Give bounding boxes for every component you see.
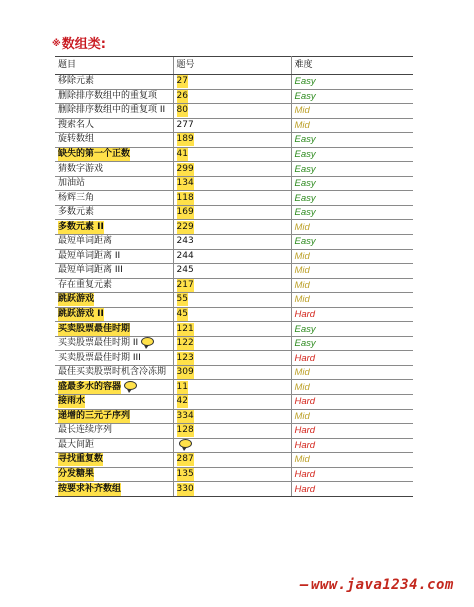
comment-bubble-icon[interactable] [141,337,154,346]
difficulty-cell [291,322,413,337]
problem-number-cell [173,482,291,497]
problem-number: 123 [176,352,194,363]
problem-number: 309 [176,367,194,378]
difficulty-cell [291,482,413,497]
difficulty-label: Hard [294,439,316,451]
problem-title-cell [55,482,173,497]
problem-title: 多数元素 [58,207,95,218]
problem-number: 245 [176,265,194,276]
table-header-row [55,57,413,75]
problem-number-cell [173,438,291,453]
problem-title-cell [55,336,173,351]
problem-number: 55 [176,294,188,305]
problem-title: 猜数字游戏 [58,163,104,174]
difficulty-cell [291,380,413,395]
problem-number: 122 [176,338,194,349]
difficulty-cell [291,453,413,468]
problem-title: 最大间距 [58,439,95,450]
problem-number-cell [173,351,291,366]
problem-number-cell [173,278,291,293]
difficulty-label: Mid [294,119,310,131]
problem-number: 121 [176,323,194,334]
difficulty-label: Mid [294,454,310,466]
problem-title-cell [55,176,173,191]
problem-number-cell [173,336,291,351]
problem-number-cell [173,104,291,119]
difficulty-cell [291,220,413,235]
problem-number-cell [173,322,291,337]
table-row [55,235,413,250]
difficulty-label: Easy [294,163,316,175]
table-row [55,191,413,206]
problem-title-cell [55,307,173,322]
problem-title: 买卖股票最佳时期 [58,323,131,334]
problem-number: 277 [176,119,194,130]
problem-number: 27 [176,76,188,87]
problem-title-cell [55,380,173,395]
problem-title: 存在重复元素 [58,279,113,290]
problem-title-cell [55,322,173,337]
problem-title-cell [55,293,173,308]
difficulty-label: Easy [294,236,316,248]
problem-title-cell [55,191,173,206]
heading-mark: ※ [52,39,61,49]
problem-number-cell [173,118,291,133]
difficulty-cell [291,89,413,104]
table-row [55,409,413,424]
problem-title-cell [55,409,173,424]
difficulty-label: Mid [294,105,310,117]
problem-title-cell [55,147,173,162]
problem-title-cell [55,438,173,453]
table-row [55,133,413,148]
table-row [55,118,413,133]
difficulty-cell [291,104,413,119]
difficulty-cell [291,147,413,162]
table-row [55,205,413,220]
watermark-dash: — [300,577,309,593]
problem-number-cell [173,307,291,322]
problem-title: 买卖股票最佳时期 III [58,352,141,363]
difficulty-cell [291,176,413,191]
difficulty-cell [291,205,413,220]
difficulty-label: Mid [294,221,310,233]
table-row [55,453,413,468]
problem-number: 118 [176,192,194,203]
table-row [55,322,413,337]
problem-title: 最短单词距离 II [58,250,121,261]
problem-title: 寻找重复数 [58,454,104,465]
difficulty-cell [291,467,413,482]
problem-title: 多数元素 II [58,221,104,232]
problem-number: 334 [176,410,194,421]
problem-number-cell [173,424,291,439]
difficulty-label: Hard [294,309,316,321]
problem-title: 最佳买卖股票时机含冷冻期 [58,367,167,378]
difficulty-cell [291,264,413,279]
difficulty-label: Mid [294,381,310,393]
problem-number-cell [173,409,291,424]
table-row [55,220,413,235]
problem-number-cell [173,235,291,250]
problem-number: 128 [176,425,194,436]
problem-title: 旋转数组 [58,134,95,145]
comment-bubble-icon[interactable] [124,381,137,390]
difficulty-cell [291,249,413,264]
problem-title-cell [55,89,173,104]
problem-title-cell [55,162,173,177]
difficulty-cell [291,307,413,322]
table-row [55,162,413,177]
table-row [55,482,413,497]
difficulty-label: Hard [294,396,316,408]
difficulty-cell [291,278,413,293]
problem-title: 删除排序数组中的重复项 II [58,105,166,116]
problem-title: 最短单词距离 III [58,265,123,276]
problem-number: 217 [176,279,194,290]
table-row [55,89,413,104]
problem-title-cell [55,351,173,366]
problem-number-cell [173,365,291,380]
problem-title-cell [55,467,173,482]
problem-title-cell [55,424,173,439]
problem-number: 189 [176,134,194,145]
watermark-text: www.java1234.com [310,577,454,593]
section-heading [52,33,106,52]
difficulty-cell [291,409,413,424]
difficulty-cell [291,293,413,308]
problem-title: 分发糖果 [58,469,95,480]
problem-number-cell [173,467,291,482]
difficulty-label: Easy [294,90,316,102]
problem-number-cell [173,453,291,468]
problem-title: 最长连续序列 [58,425,113,436]
problem-number: 229 [176,221,194,232]
problem-title-cell [55,133,173,148]
problem-title-cell [55,205,173,220]
difficulty-cell [291,395,413,410]
table-row [55,467,413,482]
difficulty-cell [291,424,413,439]
difficulty-cell [291,133,413,148]
difficulty-label: Hard [294,469,316,481]
difficulty-label: Easy [294,76,316,88]
problem-number-cell [173,89,291,104]
problem-number: 330 [176,483,194,494]
header-difficulty: 难度 [291,57,413,75]
problem-number-cell [173,249,291,264]
problem-number: 244 [176,250,194,261]
problem-title: 接雨水 [58,396,86,407]
problem-number: 11 [176,381,188,392]
table-row [55,438,413,453]
difficulty-label: Mid [294,294,310,306]
problem-title-cell [55,118,173,133]
table-row [55,104,413,119]
problem-number: 135 [176,469,194,480]
difficulty-label: Easy [294,192,316,204]
difficulty-label: Mid [294,279,310,291]
difficulty-cell [291,438,413,453]
difficulty-label: Hard [294,352,316,364]
difficulty-cell [291,235,413,250]
difficulty-cell [291,118,413,133]
problem-number: 42 [176,396,188,407]
difficulty-label: Easy [294,323,316,335]
difficulty-label: Hard [294,425,316,437]
problem-title: 按要求补齐数组 [58,483,122,494]
problem-title: 跳跃游戏 [58,294,95,305]
problem-number-cell [173,176,291,191]
table-row [55,395,413,410]
problem-number: 80 [176,105,188,116]
problem-number-cell [173,264,291,279]
table-row [55,293,413,308]
problem-number-cell [173,191,291,206]
problem-number-cell [173,380,291,395]
problem-title: 买卖股票最佳时期 II [58,338,139,349]
problem-number-cell [173,395,291,410]
problem-table [55,56,413,497]
difficulty-label: Easy [294,338,316,350]
problem-number: 26 [176,90,188,101]
difficulty-cell [291,162,413,177]
problem-title: 删除排序数组中的重复项 [58,90,158,101]
problem-title: 盛最多水的容器 [58,381,122,392]
problem-title: 搜索名人 [58,119,95,130]
difficulty-label: Mid [294,250,310,262]
problem-title: 递增的三元子序列 [58,410,131,421]
difficulty-cell [291,336,413,351]
comment-bubble-icon[interactable] [179,439,192,448]
problem-title-cell [55,104,173,119]
problem-title: 杨辉三角 [58,192,95,203]
problem-number: 287 [176,454,194,465]
difficulty-label: Easy [294,149,316,160]
problem-number: 299 [176,163,194,174]
problem-title: 跳跃游戏 II [58,309,104,320]
problem-title: 缺失的第一个正数 [58,149,131,159]
problem-number-cell [173,205,291,220]
problem-number-cell [173,133,291,148]
problem-number-cell [173,147,291,162]
header-title: 题目 [55,57,173,75]
problem-number: 134 [176,178,194,189]
table-row [55,336,413,351]
problem-number-cell [173,293,291,308]
problem-number-cell [173,75,291,90]
problem-number: 243 [176,236,194,247]
problem-number-cell [173,162,291,177]
heading-title: 数组类: [61,37,106,52]
problem-title: 最短单词距离 [58,236,113,247]
difficulty-label: Mid [294,367,310,379]
difficulty-label: Easy [294,134,316,146]
problem-title-cell [55,264,173,279]
table-row [55,307,413,322]
header-number: 题号 [173,57,291,75]
difficulty-label: Easy [294,207,316,219]
problem-number-cell [173,220,291,235]
problem-title: 移除元素 [58,76,95,87]
difficulty-label: Easy [294,178,316,190]
table-row [55,365,413,380]
problem-title: 加油站 [58,178,86,189]
problem-title-cell [55,75,173,90]
problem-title-cell [55,395,173,410]
table-row [55,351,413,366]
table-row [55,424,413,439]
table-row [55,264,413,279]
table-row [55,278,413,293]
difficulty-cell [291,365,413,380]
difficulty-label: Mid [294,265,310,277]
problem-number: 45 [176,309,188,320]
watermark [300,577,454,593]
difficulty-label: Hard [294,483,316,495]
table-row [55,249,413,264]
difficulty-cell [291,351,413,366]
difficulty-cell [291,191,413,206]
problem-title-cell [55,220,173,235]
table-row [55,147,413,162]
difficulty-cell [291,75,413,90]
problem-title-cell [55,278,173,293]
problem-title-cell [55,249,173,264]
problem-title-cell [55,365,173,380]
table-row [55,75,413,90]
problem-number: 41 [176,149,188,159]
table-row [55,380,413,395]
problem-title-cell [55,235,173,250]
problem-number: 169 [176,207,194,218]
problem-title-cell [55,453,173,468]
difficulty-label: Mid [294,410,310,422]
table-row [55,176,413,191]
